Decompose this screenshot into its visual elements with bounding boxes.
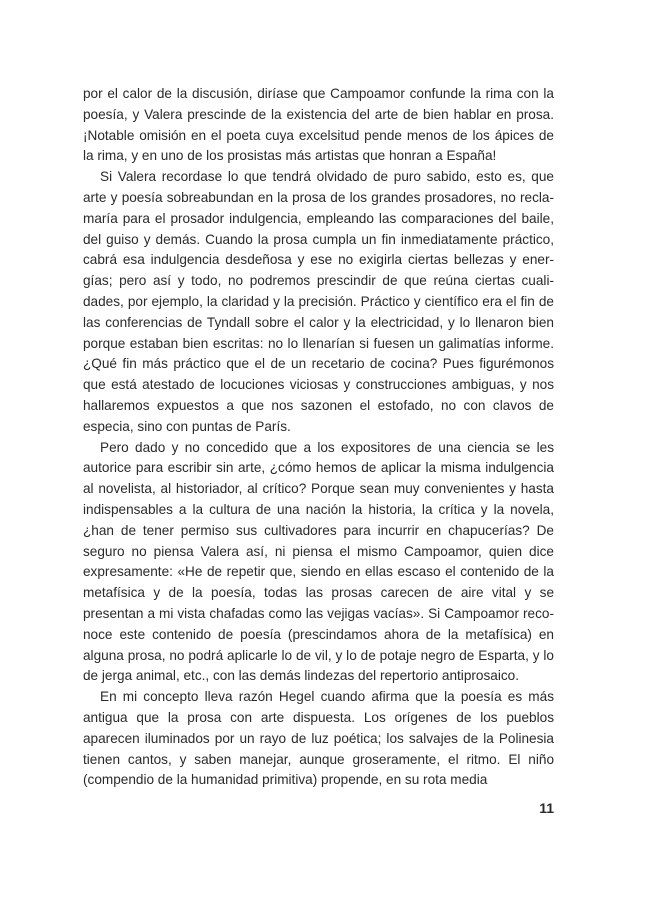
paragraph-4: En mi concepto lleva razón Hegel cuando afirma que la poesía es más antigua que la prosa con arte dispuesta. Los orígenes de los pueblos aparecen iluminados por un rayo de luz poética; los salvajes de la Polinesia tienen cantos, y saben manejar, aunque groseramente, el ritmo. El niño (compendio de la humanidad primitiva) propende, en su rota media bbox=[83, 689, 554, 788]
paragraph-2: Si Valera recordase lo que tendrá olvidado de puro sabido, esto es, que arte y poesía sobreabundan en la prosa de los grandes prosadores, no reclamaría para el prosador indulgencia, empleando las comparaciones del baile, del guiso y demás. Cuando la prosa cumpla un fin inmediatamente práctico, cabrá esa indulgencia desdeñosa y ese no exigirla ciertas bellezas y energías; pero así y todo, no podremos prescindir de que reúna ciertas cualidades, por ejemplo, la claridad y la precisión. Práctico y científico era el fin de las conferencias de Tyndall sobre el calor y la electricidad, y lo llenaron bien porque estaban bien escritas: no lo llenarían si fuesen un galimatías informe. ¿Qué fin más práctico que el de un recetario de cocina? Pues figurémonos que está atestado de locuciones viciosas y construcciones ambiguas, y nos hallaremos expuestos a que nos sazonen el estofado, no con clavos de especia, sino con puntas de París. bbox=[83, 169, 554, 434]
page-number: 11 bbox=[539, 800, 554, 816]
paragraph-3: Pero dado y no concedido que a los expositores de una ciencia se les autorice para escribir sin arte, ¿cómo hemos de aplicar la misma indulgencia al novelista, al historiador, al crítico? Porque sean muy convenientes y hasta indispensables a la cultura de una nación la historia, la crítica y la novela, ¿han de tener permiso sus cultivadores para incurrir en chapucerías? De seguro no piensa Valera así, ni piensa el mismo Campoamor, quien dice expresamente: «He de repetir que, siendo en ellas escaso el contenido de la metafísica y de la poesía, todas las prosas carecen de aire vital y se presentan a mi vista chafadas como las vejigas vacías». Si Campoamor reconoce este contenido de poesía (prescindamos ahora de la metafísica) en alguna prosa, no podrá aplicarle lo de vil, y lo de potaje negro de Esparta, y lo de jerga animal, etc., con las demás lindezas del repertorio antiprosaico. bbox=[83, 439, 554, 684]
paragraph-1: por el calor de la discusión, diríase que Campoamor confunde la rima con la poesía, y Valera prescinde de la existencia del arte de bien hablar en prosa. ¡Notable omisión en el poeta cuya excelsitud pende menos de los ápices de la rima, y en uno de los prosistas más artistas que honran a España! bbox=[83, 86, 554, 164]
page-body bbox=[83, 84, 554, 791]
